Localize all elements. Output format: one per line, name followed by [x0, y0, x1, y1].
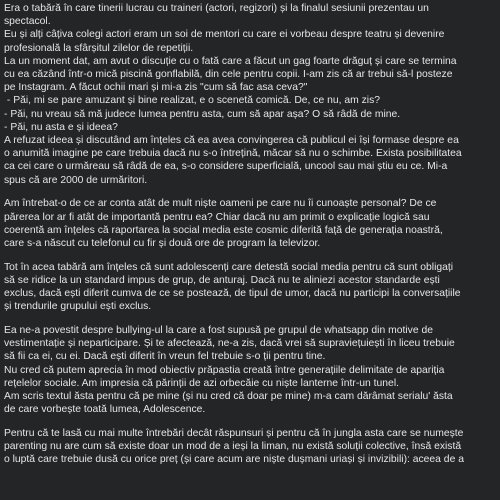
paragraph-group-standards	[4, 261, 496, 314]
text-line: - Păi, nu vreau să mă judece lumea pentru asta, cum să apar așa? O să râdă de mine.	[4, 108, 401, 120]
text-line: cu ea căzând într-o mică piscină gonflabilă, din cele pentru copii. I-am zis că ar trebui să-l posteze	[4, 69, 453, 81]
text-line: o luptă care trebuie dusă cu orice preț (și care acum are niște dușmani uriași și invizibili): aceea de a	[4, 454, 464, 466]
text-line: parenting nu are cum să existe doar un mod de a ieși la liman, nu există soluții colective, însă există	[4, 441, 462, 453]
text-line: de care vorbește toată lumea, Adolescence.	[4, 404, 206, 416]
text-line: Tot în acea tabără am înțeles că sunt adolescenți care detestă social media pentru că sunt obligați	[4, 261, 454, 273]
text-line: Eu și alți câțiva colegi actori eram un soi de mentori cu care ei vorbeau despre teatru și devenire	[4, 29, 445, 41]
text-line: profesională la sfârșitul zilelor de repetiții.	[4, 42, 194, 54]
text-line: - Păi, mi se pare amuzant și bine realizat, e o scenetă comică. De, ce nu, am zis?	[4, 95, 380, 107]
text-line: spectacol.	[4, 16, 51, 28]
text-line: spus că are 2000 de urmăritori.	[4, 174, 148, 186]
text-line: să se ridice la un standard impus de grup, de anturaj. Dacă nu te aliniezi acestor standarde ești	[4, 274, 440, 286]
text-line: Pentru că te lasă cu mai multe întrebări decât răspunsuri și pentru că în jungla asta care se numește	[4, 427, 464, 439]
text-line: Ea ne-a povestit despre bullying-ul la care a fost supusă pe grupul de whatsapp din motive de	[4, 324, 433, 336]
text-line: A refuzat ideea și discutând am înțeles că ea avea convingerea că publicul ei își formase despre ea	[4, 135, 459, 147]
text-line: Am scris textul ăsta pentru că pe mine (și nu cred că doar pe mine) m-a cam dărâmat serialu' ăsta	[4, 390, 453, 402]
text-line: exclus, dacă ești diferit cumva de ce se postează, de tipul de umor, dacă nu participi la conversațiile	[4, 288, 461, 300]
text-line: pe Instagram. A făcut ochii mari și mi-a zis "cum să fac asa ceva?"	[4, 82, 308, 94]
text-line: - Păi, nu asta e și ideea?	[4, 121, 118, 133]
text-line: rețelelor sociale. Am impresia că părinții de azi orbecăie cu niște lanterne într-un tunel.	[4, 377, 399, 389]
text-line: vestimentație și neparticipare. Și te afectează, ne-a zis, dacă vrei să supraviețuiești în liceu trebuie	[4, 338, 455, 350]
text-line: o anumită imagine pe care trebuia dacă nu s-o întrețină, măcar să nu o schimbe. Exista posibilitatea	[4, 148, 462, 160]
text-line: coerentă am înțeles că raportarea la social media este cosmic diferită față de generația noastră,	[4, 224, 443, 236]
text-line: ca cei care o urmăreau să râdă de ea, s-o considere superficială, uncool sau mai știu eu ce. Mi-a	[4, 161, 448, 173]
text-line: care s-a născut cu telefonul cu fir și două ore de program la televizor.	[4, 237, 321, 249]
paragraph-parenting	[4, 427, 496, 467]
paragraph-camp-story	[4, 2, 496, 187]
text-line: părerea lor ar fi atât de importantă pentru ea? Chiar dacă nu am primit o explicație logică sau	[4, 211, 430, 223]
text-line: Era o tabără în care tinerii lucrau cu traineri (actori, regizori) și la finalul sesiunii prezentau un	[4, 3, 429, 14]
paragraph-question	[4, 197, 496, 250]
text-line: și trendurile grupului ești exclus.	[4, 301, 152, 313]
text-line: La un moment dat, am avut o discuție cu o fată care a făcut un gag foarte drăguț și care se termina	[4, 55, 457, 67]
paragraph-bullying	[4, 324, 496, 416]
text-line: să fii ca ei, cu ei. Dacă ești diferit în vreun fel trebuie s-o ții pentru tine.	[4, 351, 326, 363]
text-line: Am întrebat-o de ce ar conta atât de mult niște oameni pe care nu îi cunoaște personal? De ce	[4, 198, 437, 210]
text-line: Nu cred că putem aprecia în mod obiectiv prăpastia creată între generațiile delimitate de apariția	[4, 364, 445, 376]
